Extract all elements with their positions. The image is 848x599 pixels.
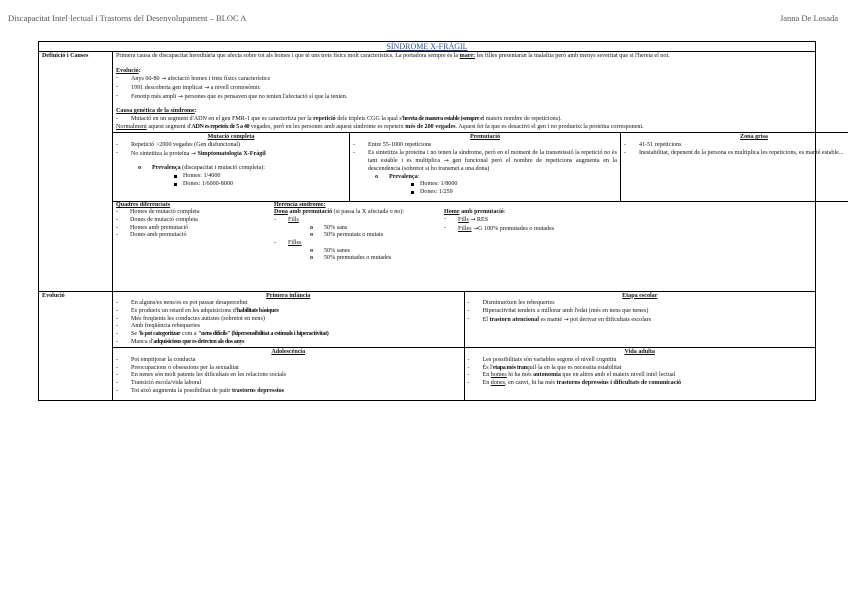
evolution-row xyxy=(39,292,815,401)
list-item: - Hiperactivitat tendeix a millorar amb l'edat (més en nens que nenes) xyxy=(468,308,813,316)
premutation-title: Premutació xyxy=(469,134,500,141)
list-item: - Homes de mutació completa xyxy=(116,209,274,217)
definition-row xyxy=(39,52,844,292)
list-item: Homes: 1/4000 xyxy=(174,173,346,181)
list-item: - Inestabilitat, depenent de la persona es multiplica les repeticions, es manté estable... xyxy=(624,150,848,158)
definition-content xyxy=(113,52,848,291)
differentiated-groups xyxy=(116,202,274,290)
evolution-bottom xyxy=(113,348,815,400)
list-item: - És l'etapa més tranquil·la en la que es necessita estabilitat xyxy=(468,365,813,373)
list-item: - Fenotip més ampli → persones que es pensaven que no tenien l'afectació sí que la tenien. xyxy=(116,93,848,102)
list-item: - Tot això augmenta la possibilitat de patir trastorns depressius xyxy=(116,388,461,396)
genetic-cause-detail: Normalment aquest segment d'ADN es repeteix de 5 a 40 vegades, però en les persones amb aquest síndrome es repeteix més de 200 vegades. Aquest fet fa que es desactivi el gen i no produeixi la proteïna corresponent. xyxy=(116,123,644,130)
arrow-icon: → xyxy=(190,149,196,157)
genetic-cause-list xyxy=(116,116,848,124)
inheritance-mother xyxy=(274,202,444,290)
full-mutation-title: Mutació completa xyxy=(207,134,255,141)
list-item: - En alguns/es nens/es es pot passar desapercebut xyxy=(116,300,461,308)
school-stage xyxy=(464,292,816,348)
evolution-history-title: Evolució xyxy=(116,67,139,74)
list-item: - Fills o 50% sans o 50% permutats o mutats xyxy=(274,217,444,240)
list-item: - Transició escola/vida laboral xyxy=(116,380,461,388)
genetic-cause-title: Causa genètica de la síndrome xyxy=(116,108,195,115)
list-item: - Filles →G 100% premutades o mutades xyxy=(444,225,848,234)
list-item: - Es produeix un retard en les adquisicions d'habilitats bàsiques xyxy=(116,308,461,316)
doc-header-left: Discapacitat Intel·lectual i Trastorns del Desenvolupament – BLOC A xyxy=(8,13,247,23)
list-item: Homes: 1/8000 xyxy=(411,181,617,189)
school-stage-title: Etapa escolar xyxy=(622,292,658,299)
evolution-history-list xyxy=(116,75,848,101)
grey-zone-column xyxy=(620,133,848,200)
list-item: - Preocupacions o obsessions per la sexualitat xyxy=(116,365,461,373)
list-item: - En nenes són molt patents les dificultats en les relacions socials xyxy=(116,372,461,380)
adolescence xyxy=(113,348,464,400)
list-item: - Entre 55-1000 repeticions xyxy=(353,142,617,150)
list-item: - El trastorn atencional es manté → pot derivar en dificultats escolars xyxy=(468,316,813,325)
list-item: - Homes amb premutació xyxy=(116,225,274,233)
arrow-icon: → xyxy=(177,92,183,100)
list-item: o 50% permutats o mutats xyxy=(310,232,444,240)
arrow-icon: → xyxy=(563,315,569,323)
evolution-top xyxy=(113,292,815,349)
father-premutation-title: Home amb premutació: xyxy=(444,208,506,215)
list-item: o 50% sanes xyxy=(310,248,444,256)
intro-text: Primera causa de discapacitat hereditària que afecta sobre tot als homes i que té uns trets físics molt característics. La portadora sempre és la xyxy=(116,53,460,59)
list-item: - Mutació en un segment d'ADN en el gen FMR-1 que es caracteritza per la repetició dels triplets CGG la qual s'hereta de manera estable (sempre el mateix nombre de repeticions). xyxy=(116,116,848,124)
list-item: - No sintetitza la proteïna → Simptomatologia X-Fràgil xyxy=(116,150,346,159)
list-item: - Fills → RES xyxy=(444,216,848,225)
adult-life xyxy=(464,348,816,400)
title-row xyxy=(39,42,815,52)
arrow-icon: → xyxy=(204,84,210,92)
evolution-label: Evolució xyxy=(39,292,113,401)
list-item: - Disminueixen les rebequeries xyxy=(468,300,813,308)
definition-label: Definició i Causes xyxy=(39,52,113,291)
mutation-types xyxy=(113,132,848,200)
arrow-icon: → xyxy=(161,75,167,83)
adult-life-title: Vida adulta xyxy=(624,349,655,356)
adolescence-title: Adolescència xyxy=(271,349,306,356)
list-item: - En homes hi ha més autonomia que en altres amb el mateix nivell intel·lectual xyxy=(468,372,813,380)
prevalence-item: o Prevalença (discapacitat i mutació completa): Homes: 1/4000 Dones: 1/6000-8000 xyxy=(138,165,346,188)
intro-mare: mare: xyxy=(459,53,476,59)
list-item: - Se 'ls pot categoritzar com a "nens difícils" (hipersensibilitat a estímuls i hiperactivitat) xyxy=(116,331,461,339)
evolution-history: Evolució: - Anys 60-80 → afectació homes i trets físics característics - 1991 descoberta gen implicat → a nivell cromosòmic - Fenotip més ampli → persones que es pensaven que no tenien l'afectació sí que la tenien. xyxy=(116,68,848,102)
definition-intro xyxy=(116,53,848,61)
list-item: - Les possibilitats són variables segons el nivell cognitiu xyxy=(468,357,813,365)
doc-header-author: Janna De Losada xyxy=(779,13,838,23)
genetic-cause: Causa genètica de la síndrome: - Mutació en un segment d'ADN en el gen FMR-1 que es caracteritza per la repetició dels triplets CGG la qual s'hereta de manera estable (sempre el mateix nombre de repeticions). Normalment aquest segment d'ADN es repeteix de 5 a 40 vegades, però en les persones amb aquest síndrome es repeteix més de 200 vegades. Aquest fet fa que es desactivi el gen i no produeixi la proteïna corresponent. xyxy=(116,108,848,131)
early-childhood xyxy=(113,292,464,348)
list-item: - Filles o 50% sanes o 50% premutades o mutades xyxy=(274,240,444,263)
inheritance-section xyxy=(113,201,848,291)
list-item: - Es sintetitza la proteïna i no tenen la síndrome, però en el moment de la transmissió la repetició no és tant estable i es multiplica → gen funcional però el nombre de repeticions augmenta en la descendència (sobretot si ho transmet a una dona) xyxy=(353,150,617,174)
arrow-icon: → xyxy=(443,157,449,165)
list-item: - Amb freqüència rebequeries xyxy=(116,323,461,331)
syndrome-title: SÍNDROME X-FRÀGIL xyxy=(386,42,468,51)
mother-premutation: Dona amb premutació (si passa la X afectada o no): xyxy=(274,209,405,216)
early-childhood-title: Primera infància xyxy=(266,292,311,299)
list-item: - 1991 descoberta gen implicat → a nivell cromosòmic xyxy=(116,84,848,93)
arrow-icon: → xyxy=(473,225,479,233)
premutation-column xyxy=(349,133,620,200)
full-mutation-column xyxy=(113,133,349,200)
list-item: - Dones de mutació completa xyxy=(116,217,274,225)
list-item: o 50% premutades o mutades xyxy=(310,255,444,263)
arrow-icon: → xyxy=(470,216,476,224)
list-item: - En dones, en canvi, hi ha més trastorns depressius i dificultats de comunicació xyxy=(468,380,813,388)
grey-zone-title: Zona grisa xyxy=(740,134,768,141)
intro-text-rest: les filles presentaran la malaltia però amb menys severitat que si l'hereta el noi. xyxy=(475,53,670,59)
list-item: Dones: 1/259 xyxy=(411,189,617,197)
list-item: - Dones amb premutació xyxy=(116,232,274,240)
summary-table xyxy=(38,41,844,401)
inheritance-father xyxy=(444,202,848,290)
differentiated-groups-title: Quadres diferenciats xyxy=(116,201,171,208)
list-item: - 41-51 repeticions xyxy=(624,142,848,150)
list-item: - Pot empitjorar la conducta xyxy=(116,357,461,365)
list-item: Dones: 1/6000-8000 xyxy=(174,181,346,189)
inheritance-title: Herència síndrome: xyxy=(274,201,326,208)
list-item: - Manca d'adquisicions que es detecten als dos anys xyxy=(116,339,461,347)
prevalence-item: o Prevalença: Homes: 1/8000 Dones: 1/259 xyxy=(375,174,617,197)
list-item: - Repetició >2000 vegades (Gen disfuncional) xyxy=(116,142,346,150)
list-item: - Anys 60-80 → afectació homes i trets físics característics xyxy=(116,75,848,84)
evolution-content xyxy=(113,292,815,401)
list-item: o 50% sans xyxy=(310,225,444,233)
list-item: - Més freqüents les conductes autistes (sobretot en nens) xyxy=(116,316,461,324)
